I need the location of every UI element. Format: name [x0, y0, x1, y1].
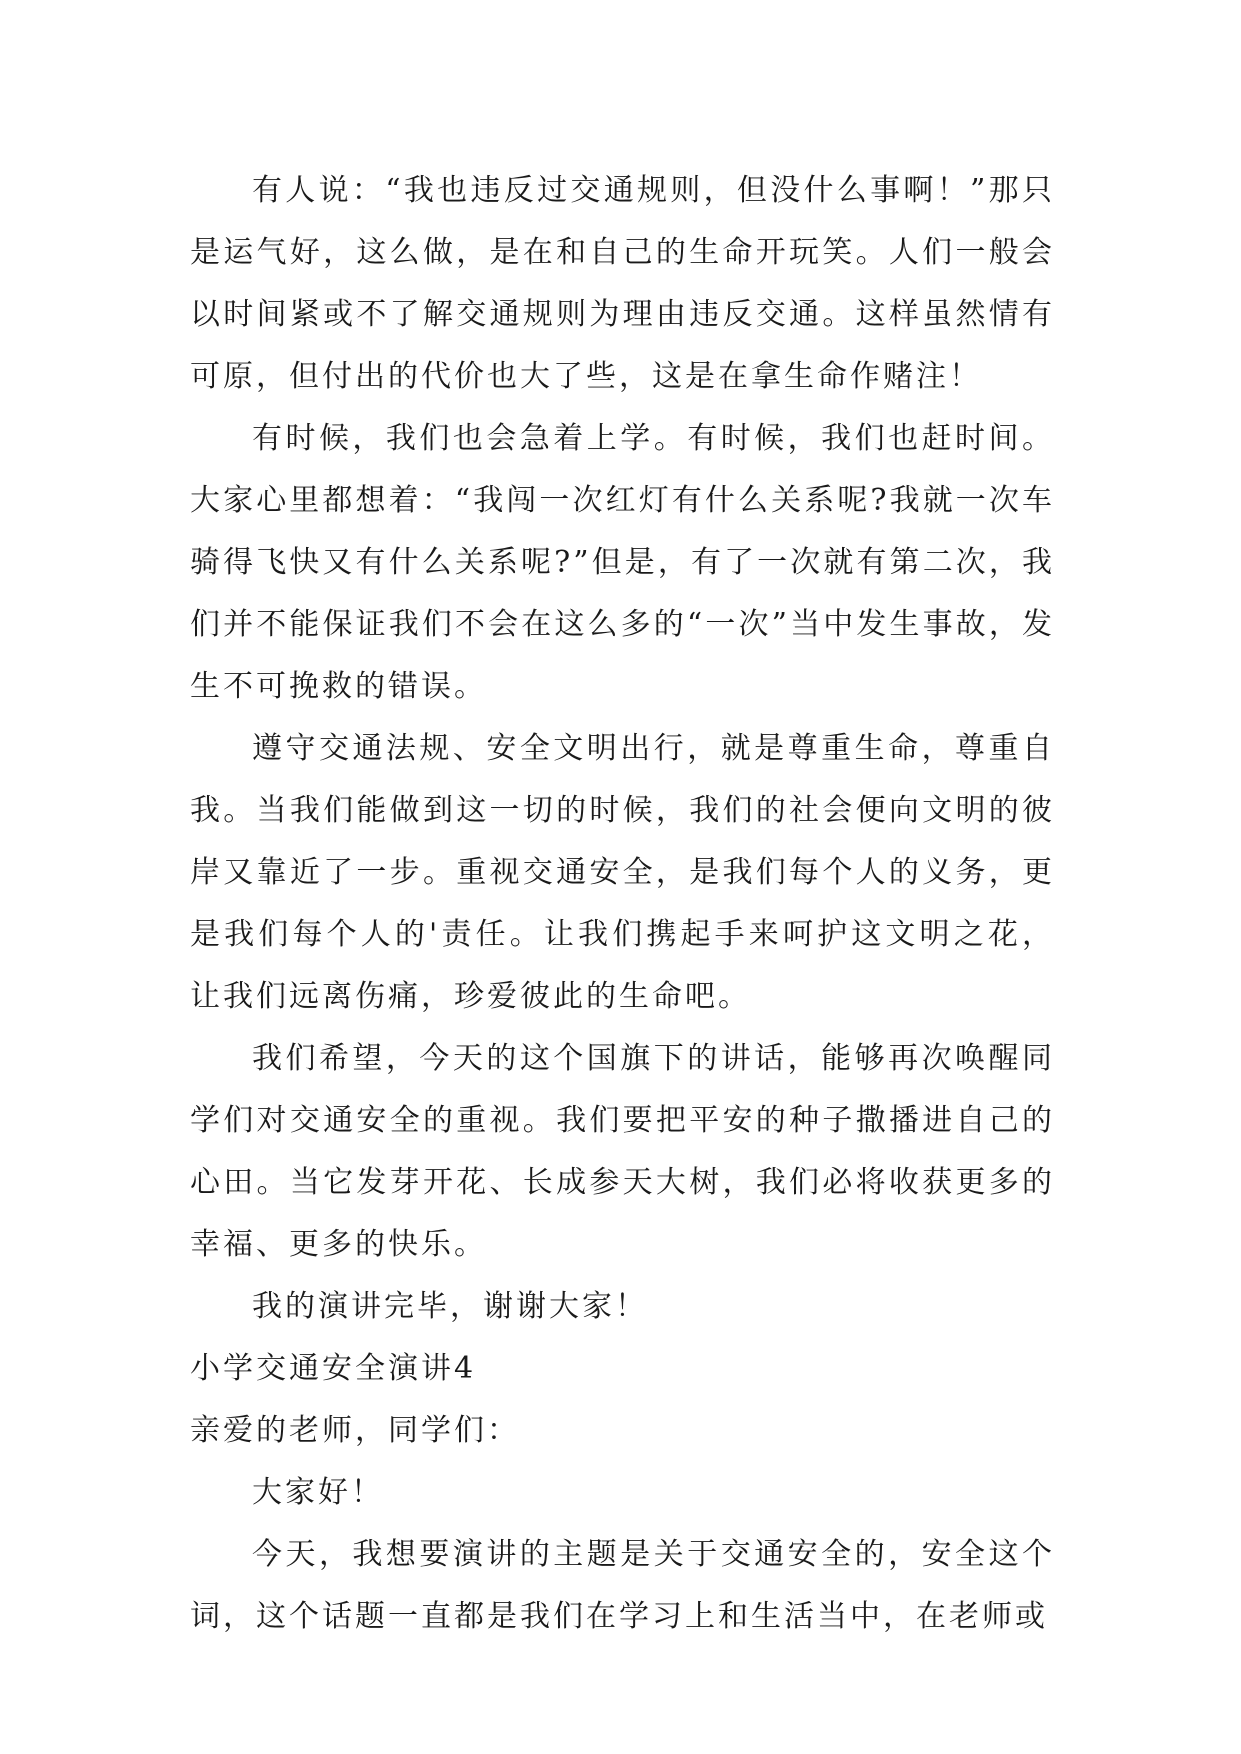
paragraph-red-light: 有时候，我们也会急着上学。有时候，我们也赶时间。大家心里都想着：“我闯一次红灯有什么关系呢?我就一次车骑得飞快又有什么关系呢?”但是，有了一次就有第二次，我们并不能保证我们不会在这么多的“一次”当中发生事故，发生不可挽救的错误。 [190, 421, 1055, 704]
paragraph-flag-speech: 我们希望，今天的这个国旗下的讲话，能够再次唤醒同学们对交通安全的重视。我们要把平安的种子撒播进自己的心田。当它发芽开花、长成参天大树，我们必将收获更多的幸福、更多的快乐。 [190, 1041, 1055, 1262]
greeting: 大家好！ [252, 1475, 384, 1510]
document-body [190, 160, 1055, 1648]
salutation: 亲爱的老师，同学们： [190, 1413, 520, 1448]
paragraph-violation-luck: 有人说：“我也违反过交通规则，但没什么事啊！”那只是运气好，这么做，是在和自己的生命开玩笑。人们一般会以时间紧或不了解交通规则为理由违反交通。这样虽然情有可原，但付出的代价也大了些，这是在拿生命作赌注！ [190, 173, 1055, 394]
paragraph-intro: 今天，我想要演讲的主题是关于交通安全的，安全这个词，这个话题一直都是我们在学习上和生活当中，在老师或 [190, 1537, 1055, 1634]
section-title: 小学交通安全演讲4 [190, 1351, 477, 1386]
paragraph-closing: 我的演讲完毕，谢谢大家！ [252, 1289, 648, 1324]
paragraph-respect-life: 遵守交通法规、安全文明出行，就是尊重生命，尊重自我。当我们能做到这一切的时候，我们的社会便向文明的彼岸又靠近了一步。重视交通安全，是我们每个人的义务，更是我们每个人的'责任。让我们携起手来呵护这文明之花，让我们远离伤痛，珍爱彼此的生命吧。 [190, 731, 1055, 1014]
